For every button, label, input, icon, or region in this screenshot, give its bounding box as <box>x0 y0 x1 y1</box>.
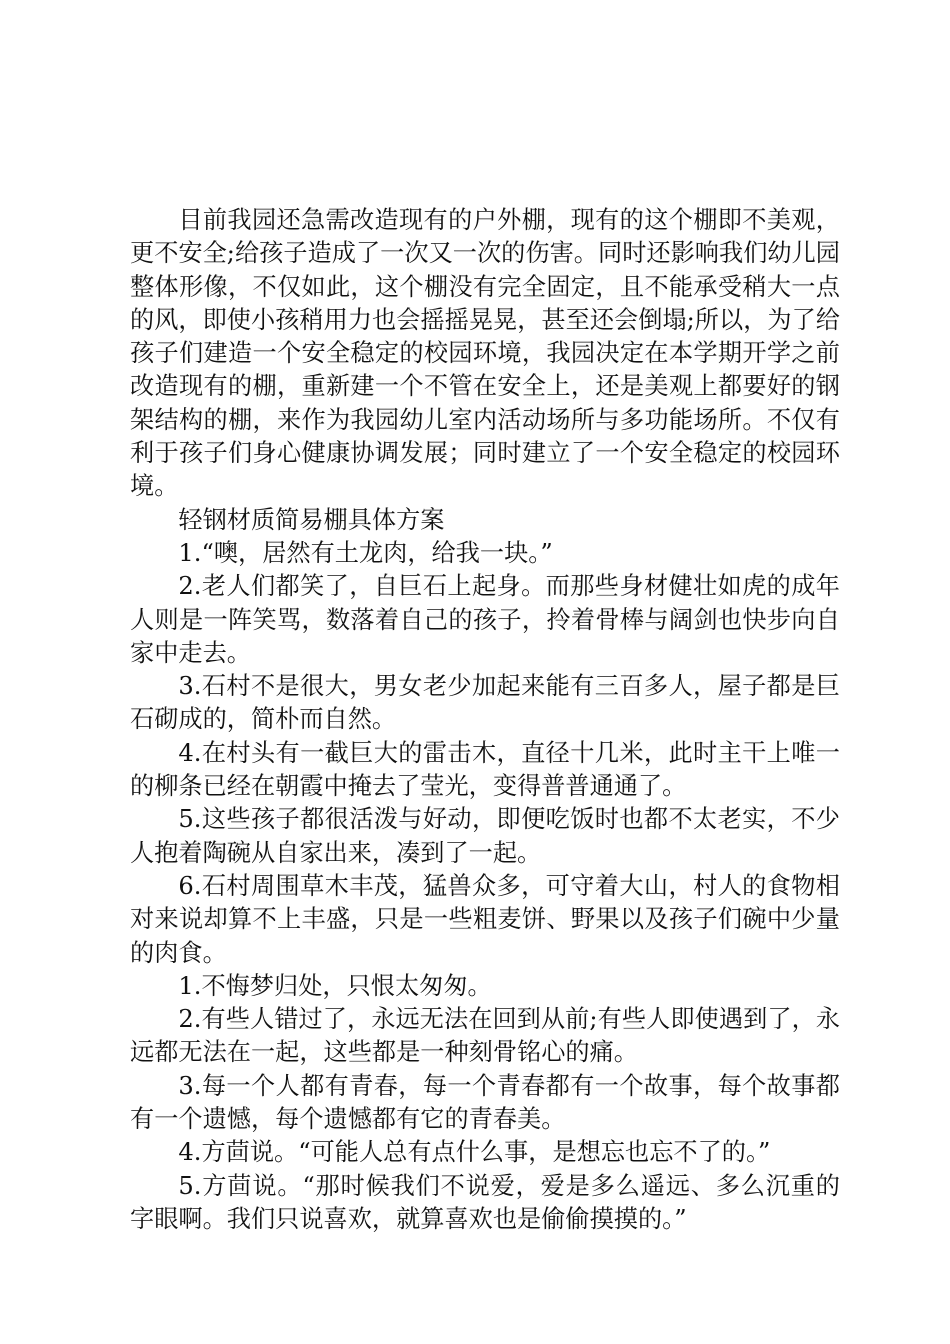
list-item: 3.石村不是很大，男女老少加起来能有三百多人，屋子都是巨石砌成的，简朴而自然。 <box>130 672 840 734</box>
list-item: 2.老人们都笑了，自巨石上起身。而那些身材健壮如虎的成年人则是一阵笑骂，数落着自己的孩子，拎着骨棒与阔剑也快步向自家中走去。 <box>130 572 840 667</box>
list-item: 1.“噢，居然有土龙肉，给我一块。” <box>178 538 553 567</box>
paragraph-intro: 目前我园还急需改造现有的户外棚，现有的这个棚即不美观，更不安全;给孩子造成了一次又一次的伤害。同时还影响我们幼儿园整体形像，不仅如此，这个棚没有完全固定，且不能承受稍大一点的风，即使小孩稍用力也会摇摇晃晃，甚至还会倒塌;所以，为了给孩子们建造一个安全稳定的校园环境，我园决定在本学期开学之前改造现有的棚，重新建一个不管在安全上，还是美观上都要好的钢架结构的棚，来作为我园幼儿室内活动场所与多功能场所。不仅有利于孩子们身心健康协调发展；同时建立了一个安全稳定的校园环境。 <box>130 206 840 501</box>
list-item: 1.不悔梦归处，只恨太匆匆。 <box>178 971 492 1000</box>
list-item: 5.这些孩子都很活泼与好动，即便吃饭时也都不太老实，不少人抱着陶碗从自家出来，凑到了一起。 <box>130 805 840 867</box>
list-item: 2.有些人错过了，永远无法在回到从前;有些人即使遇到了，永远都无法在一起，这些都是一种刻骨铭心的痛。 <box>130 1005 840 1067</box>
paragraph-heading: 轻钢材质简易棚具体方案 <box>178 505 445 534</box>
list-item: 6.石村周围草木丰茂，猛兽众多，可守着大山，村人的食物相对来说却算不上丰盛，只是一些粗麦饼、野果以及孩子们碗中少量的肉食。 <box>130 871 840 967</box>
list-item: 4.方茴说。“可能人总有点什么事，是想忘也忘不了的。” <box>178 1138 771 1167</box>
document-body <box>130 204 840 1236</box>
list-item: 4.在村头有一截巨大的雷击木，直径十几米，此时主干上唯一的柳条已经在朝霞中掩去了莹光，变得普普通通了。 <box>130 738 840 801</box>
list-item: 5.方茴说。“那时候我们不说爱，爱是多么遥远、多么沉重的字眼啊。我们只说喜欢，就算喜欢也是偷偷摸摸的。” <box>130 1171 840 1233</box>
list-item: 3.每一个人都有青春，每一个青春都有一个故事，每个故事都有一个遗憾，每个遗憾都有它的青春美。 <box>130 1071 840 1134</box>
